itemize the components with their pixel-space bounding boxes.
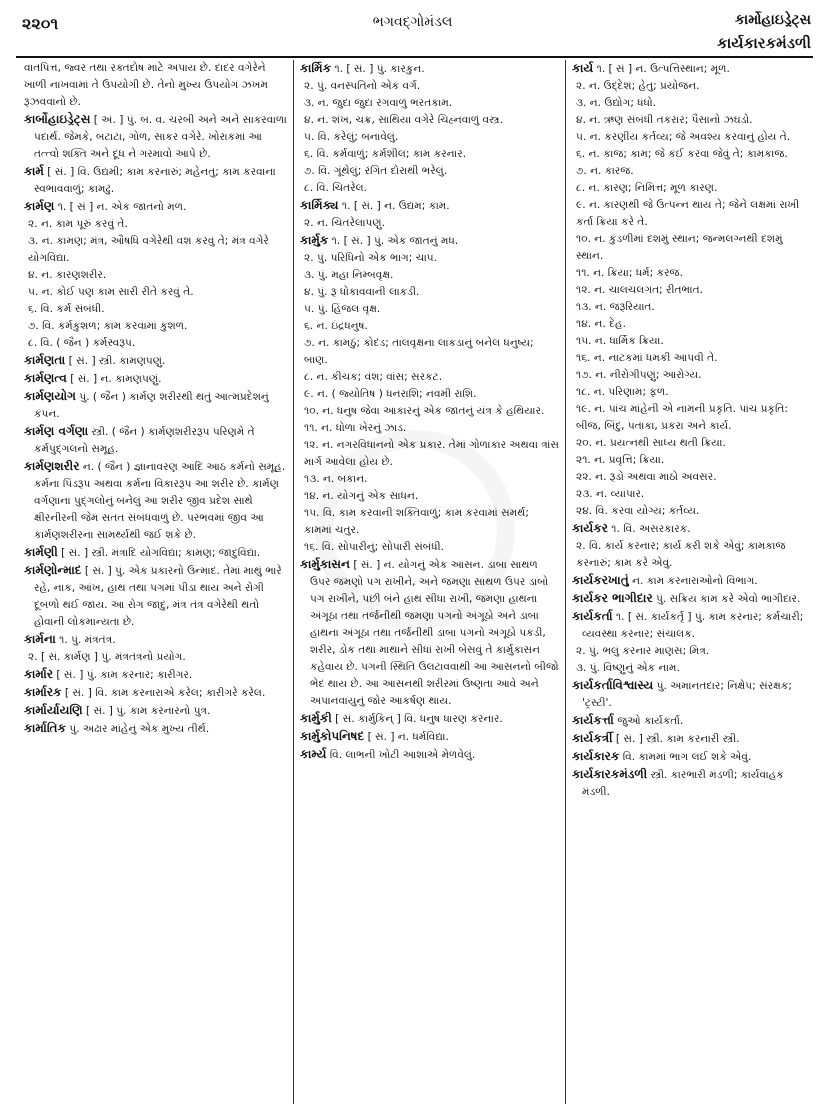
definition-text: ૨. પું. ભલું કરનાર માણસ; મિત્ર. — [576, 645, 710, 657]
definition-text: પું. સક્રિય કામ કરે એવો ભાગીદાર. — [656, 593, 801, 605]
definition-text: ૫. વિ. કરેલું; બનાવેલું. — [304, 131, 399, 143]
dictionary-entry — [572, 608, 809, 643]
definition-text: ૧૦. ન. ધનુષ જેવા આકારનું એક જાતનું યંત્ર કે હથિયાર. — [304, 405, 545, 417]
definition-text: ૧૬. ન. નાટકમાં ધમકી આપવી તે. — [576, 352, 718, 364]
definition-text: સ્ત્રી. કારભારી મંડળી; કાર્યવાહક મંડળી. — [582, 769, 784, 798]
definition-text: ૨૨. ન. રૂડો અથવા માઠો અવસર. — [576, 471, 717, 483]
definition-text: ૯. ન. કારણથી જે ઉત્પન્ન થાય તે; જેને લક્ષમાં રાખી કર્તા ક્રિયા કરે તે. — [576, 199, 800, 228]
dictionary-entry — [24, 631, 287, 649]
entry-sense — [300, 78, 559, 95]
headword: કાર્યકર — [572, 521, 608, 535]
definition-text: ૧૧. ન. ક્રિયા; ધર્મ; કરજ. — [576, 267, 683, 279]
definition-text: ૭. ન. કામઠું; કોદંડ; તાલવૃક્ષના લાકડાનું બનેલ ધનુષ્ય; બાણ. — [304, 337, 534, 366]
entry-sense — [572, 660, 809, 677]
dictionary-entry — [572, 748, 809, 766]
definition-text: ૨. ન. કામ પૂરું કરવું તે. — [28, 218, 128, 230]
entry-sense — [24, 335, 287, 352]
definition-text: ૧૪. ન. યોગનું એક સાધન. — [304, 490, 419, 502]
entry-sense — [300, 250, 559, 267]
headword: કાર્માર — [24, 667, 54, 681]
headword: કાર્મુકી — [300, 711, 332, 725]
definition-text: ૮. વિ. ચિતરેલ. — [304, 182, 368, 194]
entry-sense — [572, 197, 809, 231]
dictionary-entry — [572, 730, 809, 748]
entry-sense — [572, 146, 809, 163]
definition-text: ૬. ન. ઇંદ્રધનુષ. — [304, 320, 368, 332]
dictionary-entry — [300, 728, 559, 746]
entry-sense — [572, 265, 809, 282]
definition-text: [ સં. ] પું. કામ કરનારનો પુત્ર. — [85, 705, 211, 717]
definition-text: [ સં. ] સ્ત્રી. કામ કરનારી સ્ત્રી. — [615, 733, 740, 745]
headword: કાર્મણ વર્ગણા — [24, 424, 89, 438]
definition-text: ૧૩. ન. જરૂરિયાત. — [576, 301, 655, 313]
entry-sense — [24, 301, 287, 318]
dictionary-entry — [24, 388, 287, 423]
entry-sense — [24, 60, 287, 111]
definition-text: ૨૪. વિ. કરવા યોગ્ય; કર્તવ્ય. — [576, 505, 700, 517]
definition-text: [ અં. ] પું. બ. વ. ચરબી અને અને સાકરવાળા પદાર્થ. જેમકે, બટાટા, ગોળ, સાકર વગેરે. ખોરાકમાં આ તત્ત્વો શક્તિ અને દૂધ ને ગરમાવો આપે છે. — [34, 114, 287, 160]
entry-sense — [572, 401, 809, 435]
entry-sense — [572, 95, 809, 112]
entry-sense — [572, 231, 809, 265]
definition-text: ૧૯. ન. પાંચ માંહેની એ નામની પ્રકૃતિ. પાંચ પ્રકૃતિ: બીજ, બિંદુ, પતાકા, પ્રકરા અને કાર્ય. — [576, 403, 788, 432]
entry-sense — [572, 435, 809, 452]
definition-text: વિ. લાભની ખોટી આશાએ મેળવેલું. — [329, 749, 476, 761]
definition-text: [ સં. ] વિ. કામ કરનારાએ કરેલ; કારીગરે કરેલ. — [64, 687, 266, 699]
headword: કાર્મિક્ય — [300, 198, 339, 212]
entry-sense — [300, 335, 559, 369]
headword: કાર્મના — [24, 632, 56, 646]
definition-text: પું. અઢાર માંહેનું એક મુખ્ય તીર્થ. — [69, 723, 210, 735]
definition-text: ૧૭. ન. નીરોગીપણું; આરોગ્ય. — [576, 369, 702, 381]
definition-text: વિ. કામમાં ભાગ લઈ શકે એવું. — [622, 751, 752, 763]
column-2 — [294, 60, 566, 1104]
definition-text: [ સં. ] ન. યોગનું એક આસન. ડાબા સાથળ ઉપર જમણો પગ રાખીને, અને જમણા સાથળ ઉપર ડાબો પગ રાખીને, પછી બંને હાથ સીધા રાખી, જમણા હાથના અંગૂઠા તથા તર્જનીથી જમણા પગનો અંગૂઠો અને ડાબા હાથના અંગૂઠા તથા તર્જનીથી ડાબા પગનો અંગૂઠો પકડી, શરીર, ડોક તથા માથાને સીધાં રાખી બેસવું તે કાર્મુકાસન કહેવાય છે. પગની સ્થિતિ ઉલટાવવાથી આ આસનનો બીજો ભેદ થાય છે. આ આસનથી શરીરમાં ઉષ્ણતા આવે અને અપાનવાયુનું જોર આકર્ષણ થાય. — [310, 559, 559, 707]
entry-sense — [300, 267, 559, 284]
entry-sense — [572, 367, 809, 384]
headword: કાર્મણયોગ — [24, 389, 76, 403]
entry-sense — [572, 333, 809, 350]
headword: કાર્મ્ય — [300, 747, 327, 761]
entry-sense — [24, 649, 287, 666]
definition-text: ૧૪. ન. દેહ. — [576, 318, 626, 330]
entry-sense — [572, 469, 809, 486]
headword: કાર્યકર્તા — [572, 609, 613, 623]
dictionary-entry — [24, 352, 287, 370]
definition-text: જુઓ કાર્યકર્તા. — [617, 715, 684, 727]
definition-text: ૧૩. ન. બકાન. — [304, 473, 368, 485]
definition-text: ૮. ન. કીચક; વંશ; વાંસ; સરકટ. — [304, 371, 443, 383]
entry-sense — [24, 267, 287, 284]
headword: કાર્મણી — [24, 545, 58, 559]
definition-text: ૪. પું. રૂ ધોકાવવાની લાકડી. — [304, 286, 420, 298]
definition-text: ન. કામ કરનારાઓનો વિભાગ. — [632, 575, 758, 587]
definition-text: [ સં. ] ન. ધર્મવિદ્યા. — [367, 731, 449, 743]
definition-text: ૮. વિ. ( જૈન ) કર્મસ્વરૂપ. — [28, 337, 136, 349]
dictionary-entry — [300, 197, 559, 215]
entry-sense — [572, 643, 809, 660]
entry-sense — [572, 299, 809, 316]
headword: કાર્મણ — [24, 199, 55, 213]
definition-text: ૨૧. ન. પ્રવૃત્તિ; ક્રિયા. — [576, 454, 665, 466]
page-header — [0, 0, 825, 62]
definition-text: ૧૨. ન. ચાલચલગત; રીતભાત. — [576, 284, 704, 296]
dictionary-entry — [24, 562, 287, 631]
definition-text: ૨. પું. પરિધિનો એક ભાગ; ચાપ. — [304, 252, 438, 264]
definition-text: [ સં. ] પું. એક પ્રકારનો ઉન્માદ. તેમાં માથું ભારે રહે, નાક, આંખ, હાથ તથા પગમાં પીડા થાય અને રોગી દૂબળો થઈ જાય. આ રોગ જાદુ, મંત્ર તંત્ર વગેરેથી થતો હોવાની લોકમાન્યતા છે. — [34, 565, 282, 628]
definition-text: ૪. ન. શંખ, ચક્ર, સાથિયા વગેરે ચિહ્નવાળું વસ્ત્ર. — [304, 114, 503, 126]
dictionary-entry — [24, 684, 287, 702]
headword: કાર્યકર્ત્તા — [572, 713, 614, 727]
headword: કાર્યકર્ત્રી — [572, 731, 613, 745]
running-title: ભગવદ્ગોમંડલ — [372, 14, 453, 30]
dictionary-entry — [300, 232, 559, 250]
definition-text: ૭. વિ. ગૂંથેલું; રંગિત દોરાથી ભરેલું. — [304, 165, 448, 177]
definition-text: ૨. ન. ચિતરેલાપણું. — [304, 217, 386, 229]
definition-text: ૨૦. ન. પ્રયત્નથી સાધ્ય થતી ક્રિયા. — [576, 437, 726, 449]
entry-sense — [300, 505, 559, 539]
dictionary-entry — [24, 666, 287, 684]
definition-text: ૨. ન. ઉદ્દેશ; હેતુ; પ્રયોજન. — [576, 80, 700, 92]
dictionary-entry — [572, 766, 809, 801]
entry-sense — [300, 215, 559, 232]
definition-text: ૨. પું. વનસ્પતિનો એક વર્ગ. — [304, 80, 421, 92]
page-number: ૨૨૦૧ — [22, 14, 59, 33]
dictionary-entry — [572, 60, 809, 78]
headword: કાર્મણતા — [24, 353, 66, 367]
dictionary-entry — [572, 712, 809, 730]
entry-sense — [300, 420, 559, 437]
definition-text: ૧. [ સં ] ન. એક જાતનો મળ. — [57, 201, 187, 213]
entry-sense — [300, 284, 559, 301]
entry-sense — [300, 437, 559, 471]
column-1 — [18, 60, 294, 1104]
entry-sense — [572, 452, 809, 469]
definition-text: ૬. વિ. કર્મ સંબંધી. — [28, 303, 105, 315]
entry-sense — [572, 538, 809, 572]
definition-text: ૧. વિ. અસરકારક. — [611, 523, 691, 535]
definition-text: ૯. ન. ( જ્યોતિષ ) ધનરાશિ; નવમી રાશિ. — [304, 388, 477, 400]
headword: કાર્મ — [24, 164, 44, 178]
entry-sense — [572, 316, 809, 333]
definition-text: ૧૦. ન. કુંડળીમાં દશમું સ્થાન; જન્મલગ્નથી દશમું સ્થાન. — [576, 233, 783, 262]
dictionary-entry — [300, 746, 559, 764]
definition-text: ૧. [ સં. ] ન. ઉદ્યમ; કામ. — [341, 200, 450, 212]
headword: કાર્યકર ભાગીદાર — [572, 591, 653, 605]
headword: કાર્માર્યાયણિ — [24, 703, 83, 717]
definition-text: ૧૮. ન. પરિણામ; ફળ. — [576, 386, 669, 398]
headword: કાર્મુકાસન — [300, 557, 350, 571]
dictionary-entry — [24, 423, 287, 458]
headword: કાર્મણત્વ — [24, 371, 67, 385]
entry-sense — [24, 284, 287, 301]
definition-text: ૭. ન. કારજ. — [576, 165, 634, 177]
dictionary-entry — [300, 60, 559, 78]
definition-text: ૬. વિ. કર્મવાળું; કર્મશીલ; કામ કરનાર. — [304, 148, 467, 160]
definition-text: સ્ત્રી. ( જૈન ) કાર્મણશરીરરૂપ પરિણમે તે કર્મપુદ્ગલનો સમૂહ. — [34, 426, 255, 455]
definition-text: ૭. વિ. કર્મકુશળ; કામ કરવામાં કુશળ. — [28, 320, 188, 332]
definition-text: ૧. પું. મંત્રતંત્ર. — [59, 634, 116, 646]
header-rule — [16, 56, 813, 58]
definition-text: ૧૫. ન. ધાર્મિક ક્રિયા. — [576, 335, 664, 347]
entry-sense — [24, 318, 287, 335]
definition-text: ૧. [ સં. ] પું. કારકુન. — [334, 63, 425, 75]
definition-text: ૩. પું. વિષ્ણુનું એક નામ. — [576, 662, 680, 674]
entry-sense — [300, 471, 559, 488]
entry-sense — [300, 488, 559, 505]
definition-text: ૫. પું. હિંજલ વૃક્ષ. — [304, 303, 381, 315]
guide-word-last: કાર્યકારકમંડળી — [717, 34, 811, 52]
entry-sense — [572, 486, 809, 503]
headword: કાર્મણોન્માદ — [24, 563, 82, 577]
definition-text: [ સં. ] વિ. ઉદ્યમી; કામ કરનારું; મહેનતુ; કામ કરવાના સ્વભાવવાળું; કામઢું. — [34, 166, 276, 195]
entry-sense — [300, 539, 559, 556]
definition-text: [ સં. ] પું. કામ કરનાર; કારીગર. — [56, 669, 193, 681]
entry-sense — [300, 112, 559, 129]
definition-text: ૧૬. વિ. સોપારીનું; સોપારી સંબંધી. — [304, 541, 445, 553]
entry-sense — [300, 318, 559, 335]
headword: કાર્યકારક — [572, 749, 620, 763]
dictionary-entry — [24, 163, 287, 198]
definition-text: ૪. ન. ઋણ સંબંધી તકરાર; પૈસાનો ઝઘડો. — [576, 114, 753, 126]
dictionary-entry — [24, 198, 287, 216]
definition-text: ૩. પું. મહા નિમ્બવૃક્ષ. — [304, 269, 394, 281]
definition-text: ૪. ન. કારણશરીર. — [28, 269, 107, 281]
definition-text: પું. ( જૈન ) કાર્મણ શરીરથી થતું આત્મપ્રદેશનું કંપન. — [34, 391, 269, 420]
definition-text: ૨. [ સં. કાર્મણ ] પું. મંત્રતંત્રનો પ્રયોગ. — [28, 651, 186, 663]
definition-text: ૫. ન. કોઈ પણ કામ સારી રીતે કરવું તે. — [28, 286, 194, 298]
headword: કાર્બોહાઇડ્રેટ્સ — [24, 112, 91, 126]
entry-sense — [300, 403, 559, 420]
headword: કાર્મણશરીર — [24, 459, 80, 473]
entry-sense — [300, 301, 559, 318]
entry-sense — [300, 163, 559, 180]
entry-sense — [300, 369, 559, 386]
dictionary-entry — [572, 572, 809, 590]
definition-text: ૩. ન. કામણ; મંત્ર, ઔષધિ વગેરેથી વશ કરવું તે; મંત્ર વગેરે યોગવિદ્યા. — [28, 235, 269, 264]
guide-word-first: કાર્મોહાઇડ્રેટ્સ — [734, 12, 811, 28]
headword: કાર્યકારકમંડળી — [572, 767, 648, 781]
dictionary-entry — [24, 458, 287, 544]
dictionary-entry — [300, 556, 559, 710]
dictionary-entry — [572, 677, 809, 712]
dictionary-entry — [24, 544, 287, 562]
definition-text: ૧. [ સં. ] પું. એક જાતનું મધ. — [331, 235, 459, 247]
entry-sense — [24, 216, 287, 233]
dictionary-columns — [18, 60, 815, 1104]
definition-text: ૧૫. વિ. કામ કરવાની શક્તિવાળું; કામ કરવામાં સમર્થ; કામમાં ચતુર. — [304, 507, 529, 536]
definition-text: [ સં. ] સ્ત્રી. કામણપણું. — [68, 355, 166, 367]
entry-sense — [300, 180, 559, 197]
headword: કાર્મુક — [300, 233, 329, 247]
definition-text: ન. ( જૈન ) જ્ઞાનાવરણ આદિ આઠ કર્મનો સમૂહ. કર્મના પિંડરૂપ અથવા કર્મના વિકારરૂપ આ શરીર છે. કાર્મણ વર્ગણાના પુદ્ગલોનું બનેલું આ શરીર જીવ પ્રદેશ સાથે ક્ષીરનીરની જેમ સતત સંબંધવાળું છે. પરભવમાં જીવ આ કાર્મણશરીરના સામર્થ્યથી જઈ શકે છે. — [34, 461, 286, 541]
definition-text: ૩. ન. જુદા જુદા રંગવાળું ભરતકામ. — [304, 97, 453, 109]
dictionary-entry — [572, 520, 809, 538]
dictionary-entry — [24, 370, 287, 388]
headword: કાર્યકરખાતું — [572, 573, 629, 587]
definition-text: ૧. [ સં. કાર્યકર્તૃ ] પું. કામ કરનાર; કર્મચારી; વ્યવસ્થા કરનાર; સંચાલક. — [582, 611, 804, 640]
headword: કાર્ય — [572, 61, 594, 75]
headword: કાર્મારક — [24, 685, 62, 699]
definition-text: ૬. ન. કાજ; કામ; જે કંઈ કરવા જેવું તે; કામકાજ. — [576, 148, 788, 160]
dictionary-entry — [572, 590, 809, 608]
definition-text: ૨. વિ. કાર્ય કરનાર; કાર્ય કરી શકે એવું; કામકાજ કરનારું; કામ કરે એવું. — [576, 540, 786, 569]
entry-sense — [300, 386, 559, 403]
definition-text: ૧૧. ન. ધોળા ખેરનું ઝાડ. — [304, 422, 407, 434]
headword: કાર્મિક — [300, 61, 332, 75]
definition-text: વાતપિત્ત, જ્વર તથા રક્તદોષ માટે અપાય છે. દાદર વગેરેને ખાળી નાખવામાં તે ઉપયોગી છે. તેનો મુખ્ય ઉપયોગ ઝખમ રૂઝવવાનો છે. — [24, 62, 268, 108]
dictionary-entry — [24, 702, 287, 720]
definition-text: [ સં. કાર્મુકિન્ ] વિ. ધનુષ ધારણ કરનાર. — [335, 713, 503, 725]
entry-sense — [572, 384, 809, 401]
entry-sense — [572, 282, 809, 299]
definition-text: [ સં. ] ન. કામણપણું. — [70, 373, 162, 385]
dictionary-entry — [24, 720, 287, 738]
definition-text: ૮. ન. કારણ; નિમિત્ત; મૂળ કારણ. — [576, 182, 718, 194]
definition-text: ૩. ન. ઉદ્યોગ; ધંધો. — [576, 97, 656, 109]
entry-sense — [572, 350, 809, 367]
entry-sense — [572, 129, 809, 146]
entry-sense — [572, 112, 809, 129]
headword: કાર્માતિક — [24, 721, 66, 735]
entry-sense — [572, 180, 809, 197]
definition-text: ૧૨. ન. નગરવિધાનનો એક પ્રકાર. તેમાં ગોળાકાર અથવા ત્રાંસ માર્ગ આવેલા હોય છે. — [304, 439, 559, 468]
definition-text: પું. અમાનતદાર; નિક્ષેપ; સંરક્ષક; 'ટ્રસ્ટી'. — [582, 680, 792, 709]
entry-sense — [24, 233, 287, 267]
definition-text: ૨૩. ન. વ્યાપાર. — [576, 488, 645, 500]
column-3 — [566, 60, 815, 1104]
headword: કાર્મુકોપનિષદ — [300, 729, 365, 743]
dictionary-entry — [300, 710, 559, 728]
entry-sense — [572, 503, 809, 520]
definition-text: ૫. ન. કરણીય કર્તવ્ય; જે અવશ્ય કરવાનું હોય તે. — [576, 131, 791, 143]
entry-sense — [300, 129, 559, 146]
entry-sense — [300, 146, 559, 163]
definition-text: ૧. [ સં ] ન. ઉત્પત્તિસ્થાન; મૂળ. — [596, 63, 730, 75]
definition-text: [ સં. ] સ્ત્રી. મંત્રાદિ યોગવિદ્યા; કામણ; જાદુવિદ્યા. — [61, 547, 261, 559]
dictionary-entry — [24, 111, 287, 163]
headword: કાર્યકર્તાવિશ્વાસ્ય — [572, 678, 654, 692]
entry-sense — [572, 78, 809, 95]
entry-sense — [300, 95, 559, 112]
entry-sense — [572, 163, 809, 180]
